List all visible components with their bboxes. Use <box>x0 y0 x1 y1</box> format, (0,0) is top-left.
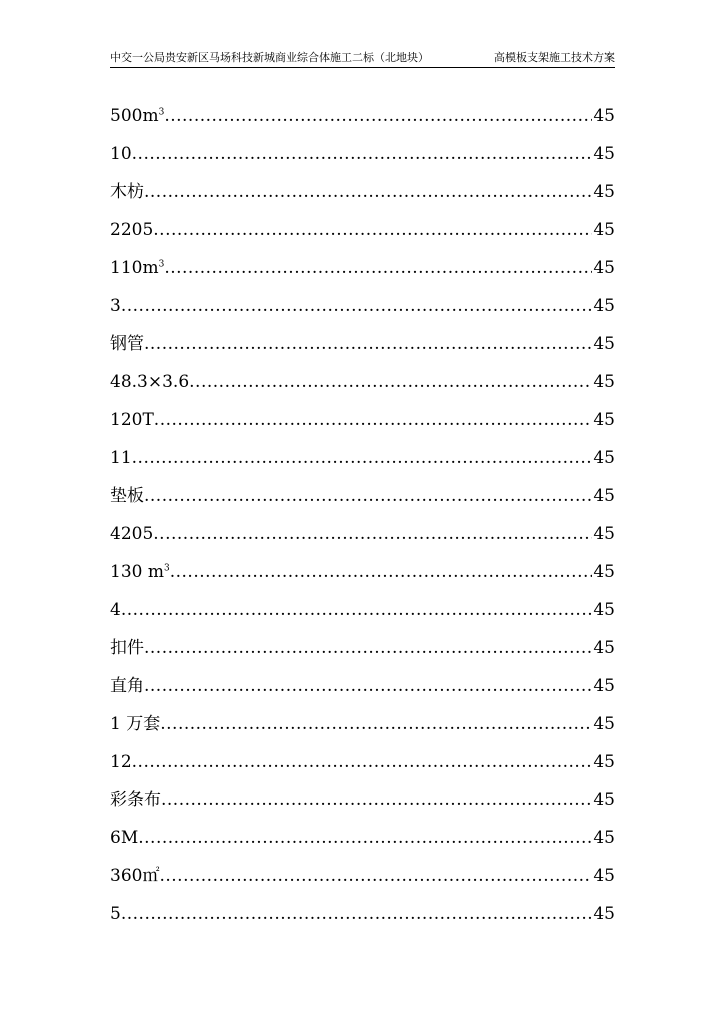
toc-entry[interactable] <box>110 597 615 635</box>
toc-entry-label-text: 彩条布 <box>110 790 161 810</box>
toc-entry[interactable] <box>110 141 615 179</box>
toc-entry-label <box>110 103 164 129</box>
toc-entry-label-text: 1 万套 <box>110 714 161 734</box>
toc-page-number: 45 <box>593 600 615 620</box>
toc-page-number: 45 <box>593 562 615 582</box>
toc-page-number: 45 <box>593 904 615 924</box>
toc-dot-leader <box>144 483 592 509</box>
toc-entry-label <box>110 597 121 623</box>
toc-page-number: 45 <box>593 334 615 354</box>
toc-dot-leader <box>153 217 592 243</box>
toc-page-number: 45 <box>593 486 615 506</box>
toc-entry[interactable] <box>110 255 615 293</box>
toc-page-number: 45 <box>593 410 615 430</box>
toc-entry-label-text: 2205 <box>110 220 154 240</box>
toc-entry-label-text: 钢管 <box>110 334 144 354</box>
toc-dot-leader <box>189 369 592 395</box>
toc-entry-label <box>110 787 161 813</box>
toc-entry-label <box>110 445 132 471</box>
toc-entry-label-text: 12 <box>110 752 132 772</box>
toc-entry-superscript: 3 <box>163 563 170 574</box>
toc-entry-label-text: 110m <box>110 258 159 278</box>
toc-entry-label <box>110 217 153 243</box>
toc-page-number: 45 <box>593 144 615 164</box>
toc-page-number: 45 <box>593 638 615 658</box>
toc-entry-label <box>110 635 144 661</box>
toc-dot-leader <box>121 597 593 623</box>
toc-entry-label-text: 120T <box>110 410 154 430</box>
toc-entry[interactable] <box>110 331 615 369</box>
table-of-contents <box>110 103 615 939</box>
toc-entry[interactable] <box>110 445 615 483</box>
toc-entry-label <box>110 673 144 699</box>
toc-entry-label-text: 6M <box>110 828 139 848</box>
toc-entry-label-text: 木枋 <box>110 182 144 202</box>
toc-entry-label-text: 11 <box>110 448 132 468</box>
toc-entry[interactable] <box>110 901 615 939</box>
toc-dot-leader <box>160 711 592 737</box>
toc-dot-leader <box>132 445 593 471</box>
toc-dot-leader <box>153 521 592 547</box>
toc-entry-label-text: 垫板 <box>110 486 144 506</box>
toc-entry[interactable] <box>110 635 615 673</box>
toc-dot-leader <box>121 293 593 319</box>
toc-entry-label <box>110 863 159 889</box>
toc-entry-label <box>110 521 153 547</box>
toc-dot-leader <box>121 901 593 927</box>
toc-entry-label <box>110 369 189 395</box>
toc-entry[interactable] <box>110 407 615 445</box>
toc-entry[interactable] <box>110 293 615 331</box>
toc-dot-leader <box>154 407 593 433</box>
toc-page-number: 45 <box>593 828 615 848</box>
toc-page-number: 45 <box>593 866 615 886</box>
toc-entry[interactable] <box>110 863 615 901</box>
toc-entry[interactable] <box>110 825 615 863</box>
toc-entry[interactable] <box>110 217 615 255</box>
toc-entry[interactable] <box>110 787 615 825</box>
toc-page-number: 45 <box>593 676 615 696</box>
toc-entry-superscript: 3 <box>158 259 165 270</box>
toc-entry[interactable] <box>110 749 615 787</box>
toc-entry-label-text: 10 <box>110 144 132 164</box>
toc-entry[interactable] <box>110 559 615 597</box>
toc-page-number: 45 <box>593 790 615 810</box>
toc-entry[interactable] <box>110 711 615 749</box>
toc-dot-leader <box>132 749 593 775</box>
toc-dot-leader <box>161 787 592 813</box>
toc-page-number: 45 <box>593 258 615 278</box>
toc-entry-label <box>110 407 154 433</box>
toc-entry[interactable] <box>110 521 615 559</box>
toc-entry[interactable] <box>110 483 615 521</box>
toc-entry-label <box>110 711 160 737</box>
toc-entry[interactable] <box>110 369 615 407</box>
toc-entry-label-text: 48.3×3.6 <box>110 372 190 392</box>
toc-entry-label <box>110 141 132 167</box>
toc-entry[interactable] <box>110 673 615 711</box>
toc-dot-leader <box>132 141 593 167</box>
header-document-title: 高模板支架施工技术方案 <box>494 51 615 64</box>
toc-page-number: 45 <box>593 182 615 202</box>
toc-page-number: 45 <box>593 220 615 240</box>
toc-page-number: 45 <box>593 714 615 734</box>
toc-dot-leader <box>144 673 592 699</box>
toc-dot-leader <box>170 559 593 585</box>
toc-dot-leader <box>138 825 592 851</box>
toc-entry[interactable] <box>110 103 615 141</box>
toc-dot-leader <box>164 255 592 281</box>
toc-page-number: 45 <box>593 106 615 126</box>
toc-page-number: 45 <box>593 296 615 316</box>
toc-entry-label <box>110 559 170 585</box>
toc-entry-label-text: 扣件 <box>110 638 144 658</box>
toc-page-number: 45 <box>593 752 615 772</box>
toc-entry-label-text: 5 <box>110 904 121 924</box>
toc-entry-label-text: 直角 <box>110 676 144 696</box>
toc-entry[interactable] <box>110 179 615 217</box>
toc-entry-label <box>110 331 144 357</box>
toc-dot-leader <box>144 179 592 205</box>
toc-dot-leader <box>164 103 592 129</box>
toc-page-number: 45 <box>593 448 615 468</box>
toc-entry-label <box>110 901 121 927</box>
toc-entry-label-text: 4205 <box>110 524 154 544</box>
page-header <box>110 51 615 68</box>
toc-dot-leader <box>159 863 592 889</box>
toc-entry-label <box>110 483 144 509</box>
toc-dot-leader <box>144 635 592 661</box>
toc-entry-label <box>110 179 144 205</box>
toc-entry-label-text: 3 <box>110 296 121 316</box>
header-project-title: 中交一公局贵安新区马场科技新城商业综合体施工二标（北地块） <box>110 51 429 64</box>
toc-entry-label-text: 130 m <box>110 562 164 582</box>
toc-page-number: 45 <box>593 524 615 544</box>
toc-entry-label <box>110 255 164 281</box>
toc-entry-label-text: 360㎡ <box>110 866 160 886</box>
toc-entry-label <box>110 293 121 319</box>
toc-entry-label <box>110 825 138 851</box>
toc-page-number: 45 <box>593 372 615 392</box>
toc-dot-leader <box>144 331 592 357</box>
toc-entry-label <box>110 749 132 775</box>
toc-entry-superscript: 3 <box>158 107 165 118</box>
toc-entry-label-text: 4 <box>110 600 121 620</box>
toc-entry-label-text: 500m <box>110 106 159 126</box>
